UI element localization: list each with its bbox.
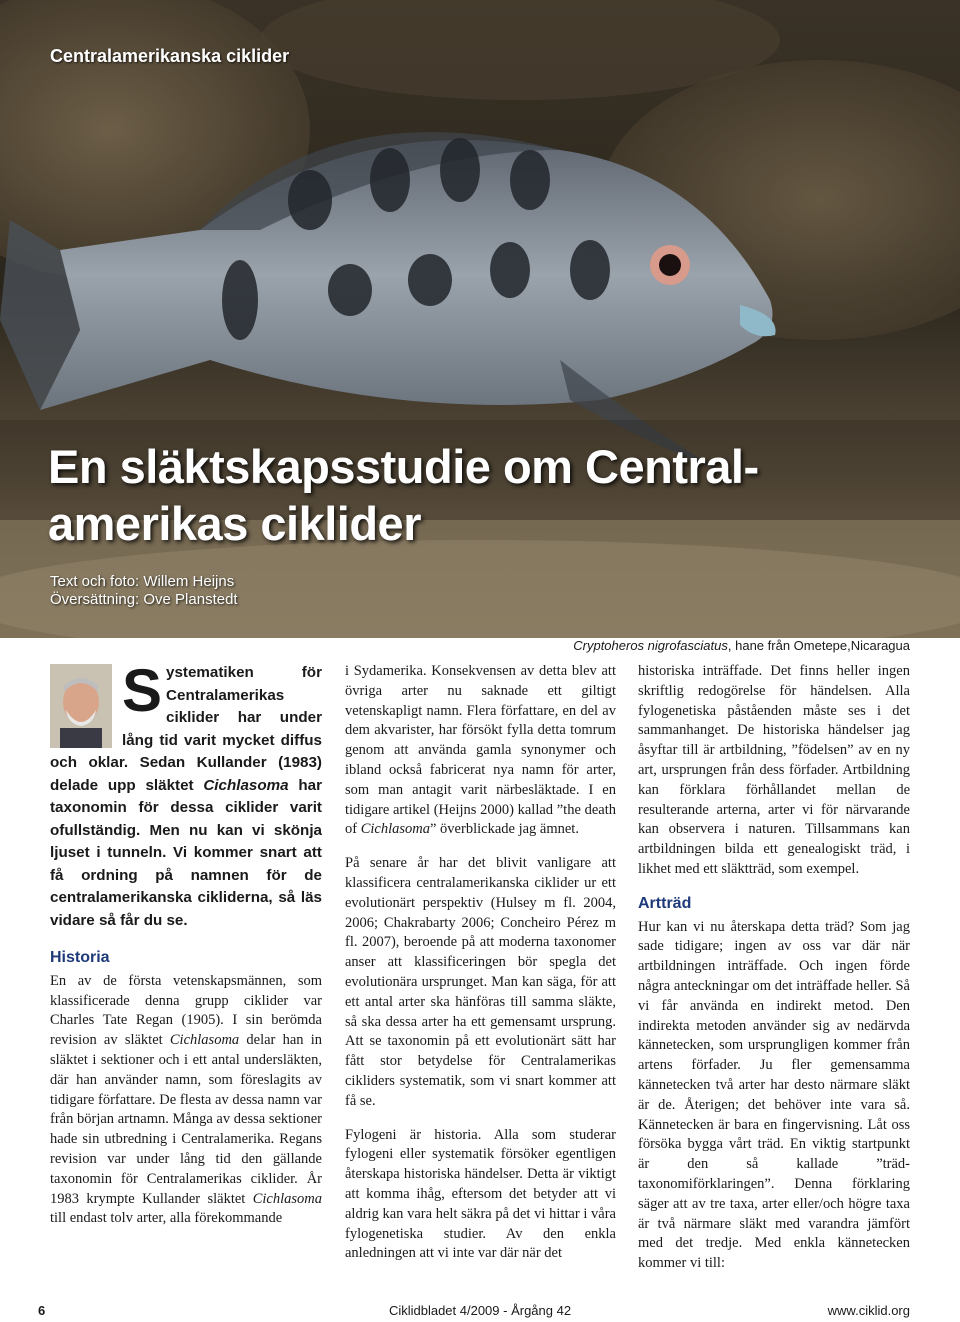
photo-caption [573,638,910,653]
author-portrait [50,664,112,748]
body-paragraph: historiska inträffade. Det finns heller ingen skriftlig redogörelse för händelsen. Alla fylogenetiska påståenden måste ses i det sammanhanget. De historiska händelser jag åsyftar till är artbildning, ”födelsen” av en ny art, ursprungen från dess förfader. Artbildning kan förklara förhållandet mellan de resulterande arterna, arter vi för närvarande kan observera i naturen. Tillsammans kan artbildningen bilda ett genealogiskt träd, i likhet med ett släktträd, som exempel. [638,663,910,877]
body-paragraph: Fylogeni är historia. Alla som studerar fylogeni eller systematik försöker egentligen återskapa historiska händelser. Detta är viktigt att komma ihåg, eftersom det betyder att vi aldrig kan vara helt säkra på det vi hittar i våra fylogenetiska studier. Av den enkla anledningen att vi inte var där när det [345,1126,616,1262]
credits [50,573,238,609]
body-paragraph: i Sydamerika. Konsekvensen av detta blev att övriga arter nu saknade ett giltigt vetenskapligt namn. Flera författare, en del av dem akvarister, har försökt fylla detta tomrum genom att använda gamla synonymer och ibland också fabricerat nya namn för arter, som man antagit varit närbesläktade. I en tidigare artikel (Heijns 2000) kallad ”the death of Cichlasoma” överblickade jag ämnet. [345,663,616,838]
heading-arttrad: Artträd [638,894,692,912]
column-2 [345,662,616,1278]
body-paragraph: Hur kan vi nu återskapa detta träd? Som jag sade tidigare; ingen av oss var där när artbildningen inträffade. Och ingen förde några anteckningar om det inträffade heller. Så vi får använda en indirekt metod. Den indirekta metoden använder sig av nedärvda kännetecken, som ursprungligen kommer från artens förfader. Ju fler gemensamma kännetecken två arter har desto närmare släkt är de. Återigen; det behöver inte vara så. Kännetecken är bara en fingervisning. Låt oss försöka bygga vårt träd. En viktig startpunkt är den så kallade ”träd- taxonomiförklaringen”. Denna förklaring säger att av tre taxa, arter eller/och högre taxa är två närmare släkt med varandra jämfört med det tredje. Med enkla kännetecken kommer vi till: [638,918,910,1272]
caption-species: Cryptoheros nigrofasciatus [573,638,728,653]
heading-historia: Historia [50,949,110,966]
column-3 [638,662,910,1288]
article-headline: En släktskapsstudie om Central-amerikas ciklider [48,440,759,550]
section-label: Centralamerikanska ciklider [50,46,290,66]
body-paragraph: En av de första vetenskapsmännen, som klassificerade denna grupp ciklider var Charles Tate Regan (1905). I sin berömda revision av släktet Cichlasoma delar han in släktet i sektioner och i ett antal undersläkten, där han använder namn, som föreslagits av tidigare författare. De flesta av dessa namn var från början artnamn. Många av dessa sektioner hade sin utbredning i Centralamerika. Regans revision var under lång tid den gällande taxonomin för Centralamerikas ciklider. År 1983 krympte Kullander släktet Cichlasoma till endast tolv arter, alla förekommande [50,972,322,1227]
column-1 [50,657,322,1243]
dropcap: S [122,657,163,724]
body-paragraph: På senare år har det blivit vanligare att klassificera centralamerikanska ciklider ur ett evolutionärt perspektiv (Hulsey m fl. 2004, 2006; Chakrabarty 2006; Concheiro Pérez m fl. 2007), beroende på att moderna taxonomer anser att klassificeringen bör spegla det evolutionära ursprunget. Man kan säga, för att ett antal arter ska hänföras till samma släkte, så ska dessa arter ha ett gemensamt ursprung. Att se taxonomin på ett evolutionärt sätt har fått stor betydelse för Centralamerikas cikliders systematik, som vi snart kommer att få se. [345,855,616,1109]
issue-info: Ciklidbladet 4/2009 - Årgång 42 [388,1303,572,1318]
page-number: 6 [38,1303,46,1318]
author-credit: Text och foto: Willem Heijns [50,573,235,590]
lead-paragraph: Systematiken för Centralamerikas ciklider har under lång tid varit mycket diffus och oklar. Sedan Kullander (1983) delade upp släktet Cichlasoma har taxonomin för dessa ciklider varit ofullständig. Men nu kan vi skönja ljuset i tunneln. Vi kommer snart att få ordning på namnen för de centralamerikanska cikliderna, så läs vidare så får du se. [50,657,322,929]
caption-location: , hane från Ometepe,Nicaragua [727,638,910,653]
website-link[interactable]: www.ciklid.org [827,1303,910,1318]
translator-credit: Översättning: Ove Planstedt [50,591,238,608]
